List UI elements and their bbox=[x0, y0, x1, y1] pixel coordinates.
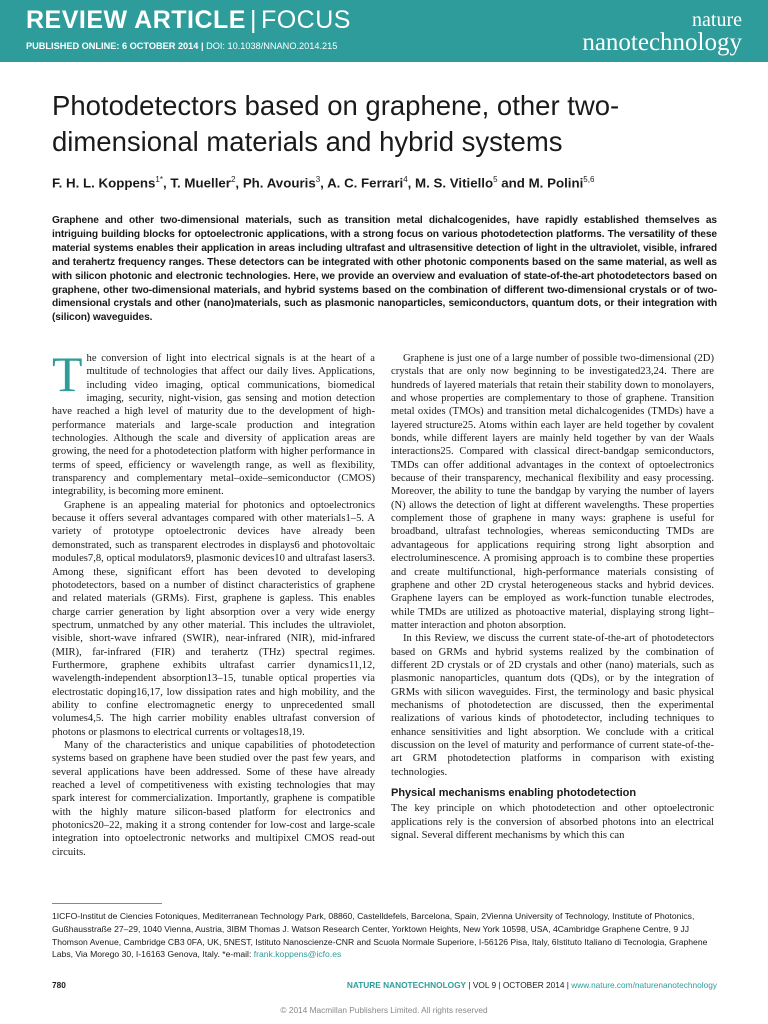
author-separator: and bbox=[497, 175, 529, 191]
email-link[interactable]: frank.koppens@icfo.es bbox=[253, 949, 342, 960]
footnote-divider bbox=[52, 903, 162, 904]
paragraph-text: he conversion of light into electrical signals is at the heart of a multitude of technologies that affect our daily lives. Applications, including video imaging, optical communications, biomedical imaging, security, night-vision, gas sensing and motion detection have reached a high level of maturity due to the development of high-performance materials and large-scale production and integration technologies. Although the scale and diversity of application areas are growing, the need for a photodetection platform with higher performance in terms of speed, efficiency or wavelength range, as well as flexibility, transparency and complementary metal–oxide–semiconductor (CMOS) integrability, is becoming more eminent. bbox=[52, 353, 375, 498]
article-title: Photodetectors based on graphene, other two-dimensional materials and hybrid systems bbox=[52, 90, 620, 157]
paragraph: Graphene is an appealing material for photonics and optoelectronics because it offers several advantages compared with other materials1–5. A variety of prototype optoelectronic devices have already been demonstrated, such as transparent electrodes in displays6 and photovoltaic modules7,8, optical modulators9, plasmonic devices10 and ultrafast lasers3. Among these, significant effort has been devoted to developing photodetectors, based on a number of distinct characteristics of graphene and related materials (GRMs). First, graphene is gapless. This enables charge carrier generation by light absorption over a very wide energy spectrum, unmatched by any other material. This includes the ultraviolet, visible, short-wave infrared (SWIR), near-infrared (NIR), mid-infrared (MIR), far-infrared (FIR) and terahertz (THz) spectral regimes. Furthermore, graphene exhibits ultrafast carrier dynamics11,12, wavelength-independent absorption13–15, tunable optical properties via electrostatic doping16,17, low dissipation rates and high mobility, and the ability to confine electromagnetic energy to unprecedented small volumes4,5. The high carrier mobility enables ultrafast conversion of photons or plasmons to electrical currents or voltages18,19. bbox=[52, 499, 375, 738]
drop-cap: T bbox=[52, 346, 83, 402]
section-heading: Physical mechanisms enabling photodetection bbox=[391, 787, 637, 799]
author-affiliation: 3 bbox=[315, 175, 321, 184]
author-name: F. H. L. Koppens bbox=[52, 175, 156, 191]
author-affiliation: 4 bbox=[403, 175, 408, 184]
doi-link[interactable]: DOI: 10.1038/NNANO.2014.215 bbox=[206, 41, 338, 51]
author-separator: , bbox=[235, 175, 243, 191]
author-name: M. Polini bbox=[528, 175, 584, 191]
journal-logo-line1: nature bbox=[692, 9, 742, 31]
paragraph: Many of the characteristics and unique capabilities of photodetection systems based on graphene have been studied over the past few years, and several applications have been addressed. Some of these have already reached a level of competitiveness with existing technologies that may spark interest for commercialization. Importantly, graphene is compatible with the highly mature silicon-based platform for electronics and photonics20–22, making it a strong contender for low-cost and large-scale integration into optoelectronic networks and multipixel CMOS read-out circuits. bbox=[52, 739, 375, 858]
author-name: Ph. Avouris bbox=[242, 175, 316, 191]
author-affiliation: 5,6 bbox=[583, 175, 595, 184]
footer-url-link[interactable]: www.nature.com/naturenanotechnology bbox=[571, 980, 717, 990]
journal-logo-line2: nanotechnology bbox=[582, 29, 742, 56]
body-column-left bbox=[52, 346, 375, 859]
paragraph: The key principle on which photodetection and other optoelectronic applications rely is the conversion of absorbed photons into an electrical signal. Several different mechanisms by which this can bbox=[391, 803, 714, 842]
section-label bbox=[26, 6, 351, 35]
author-list bbox=[52, 175, 732, 190]
author-separator: , bbox=[162, 175, 171, 191]
paragraph: In this Review, we discuss the current state-of-the-art of photodetectors based on GRMs and hybrid systems realized by the combination of different 2D crystals or of 2D crystals and other (nano) materials, such as plasmonic nanoparticles, quantum dots (QDs), or by the integration of GRMs with silicon waveguides. First, the terminology and basic physical mechanisms of photodetection are discussed, then the experimental realizations of various kinds of photodetector, including techniques to enhance sensitivities and light absorption. We conclude with a critical discussion on the level of maturity and performance of current state-of-the-art GRM photodetection platforms in comparison with existing technologies. bbox=[391, 633, 714, 778]
section-separator: | bbox=[249, 6, 257, 34]
author-name: M. S. Vitiello bbox=[415, 175, 494, 191]
paragraph: Graphene is just one of a large number of possible two-dimensional (2D) crystals that are only now beginning to be investigated23,24. There are hundreds of layered materials that retain their stability down to monolayers, and whose properties are complementary to those of graphene. Transition metal oxides (TMOs) and transition metal dichalcogenides (TMDs) have a layered structure25. Atoms within each layer are held together by covalent bonds, while different layers are mainly held together by van der Waals interactions25. Compared with classical direct-bandgap semiconductors, TMDs can offer additional advantages in the context of optoelectronics because of their transparency, mechanical flexibility and easy processing. Moreover, the ability to tune the bandgap by varying the number of layers (N) allows the detection of light at different wavelengths. These properties complement those of graphene in many ways: graphene is useful for broadband, ultrafast technologies, whereas semiconducting TMDs are advantageous for applications requiring strong light absorption and electroluminescence. A promising approach is to combine these properties and create multifunctional, high-performance materials consisting of graphene and other 2D crystal heterogeneous stacks and hybrid devices. Graphene layers can be employed as work-function tunable electrodes, while TMDs are utilized as photoactive material, displaying strong light–matter interaction and photon absorption. bbox=[391, 353, 714, 631]
body-column-right bbox=[391, 352, 714, 842]
focus-label: FOCUS bbox=[260, 6, 351, 34]
author-affiliation: 2 bbox=[230, 175, 236, 184]
page-number: 780 bbox=[52, 980, 66, 990]
footer-issue: | VOL 9 | OCTOBER 2014 | bbox=[466, 980, 572, 990]
affiliations-text: 1ICFO-Institut de Ciencies Fotoniques, Mediterranean Technology Park, 08860, Castelldefels, Barcelona, Spain, 2Vienna University of Technology, Institute of Photonics, Gußhausstraße 27–29, 1040 Vienna, Austria, 3IBM Thomas J. Watson Research Center, Yorktown Heights, New York 10598, USA, 4Cambridge Graphene Centre, 9 JJ Thomson Avenue, Cambridge CB3 0FA, UK, 5NEST, Istituto Nanoscienze-CNR and Scuola Normale Superiore, I-56126 Pisa, Italy, 6Istituto Italiano di Tecnologia, Graphene Labs, Via Morego 30, I-16163 Genova, Italy. *e-mail: bbox=[52, 911, 708, 960]
page-footer bbox=[52, 980, 717, 992]
footer-citation bbox=[347, 980, 717, 990]
copyright-notice: © 2014 Macmillan Publishers Limited. All rights reserved bbox=[280, 1005, 488, 1015]
footer-journal-name: NATURE NANOTECHNOLOGY bbox=[346, 980, 467, 990]
author-separator: , bbox=[320, 175, 328, 191]
author-name: T. Mueller bbox=[170, 175, 231, 191]
author-affiliation: 1* bbox=[155, 175, 163, 184]
journal-banner bbox=[0, 0, 768, 62]
journal-logo bbox=[582, 10, 742, 55]
affiliations-footnote bbox=[52, 910, 722, 961]
published-date: PUBLISHED ONLINE: 6 OCTOBER 2014 bbox=[26, 41, 199, 51]
author-separator: , bbox=[407, 175, 416, 191]
review-article-label: REVIEW ARTICLE bbox=[26, 6, 246, 34]
author-affiliation: 5 bbox=[493, 175, 498, 184]
author-name: A. C. Ferrari bbox=[327, 175, 404, 191]
publication-info: PUBLISHED ONLINE: 6 OCTOBER 2014 | DOI: 10.1038/NNANO.2014.215 bbox=[26, 41, 338, 51]
paragraph bbox=[52, 346, 375, 499]
abstract: Graphene and other two-dimensional materials, such as transition metal dichalcogenides, have rapidly established themselves as intriguing building blocks for optoelectronic applications, with a strong focus on various photodetection platforms. The versatility of these material systems enables their application in areas including ultrafast and ultrasensitive detection of light in the ultraviolet, visible, infrared and terahertz frequency ranges. These detectors can be integrated with other photonic components based on the same material, as well as with silicon photonic and electronic technologies. Here, we provide an overview and evaluation of state-of-the-art photodetectors based on graphene, other two-dimensional materials, and hybrid systems based on the combination of different two-dimensional crystals or of two-dimensional crystals and other (nano)materials, such as plasmonic nanoparticles, semiconductors, quantum dots, or their integration with (silicon) waveguides. bbox=[52, 215, 717, 324]
